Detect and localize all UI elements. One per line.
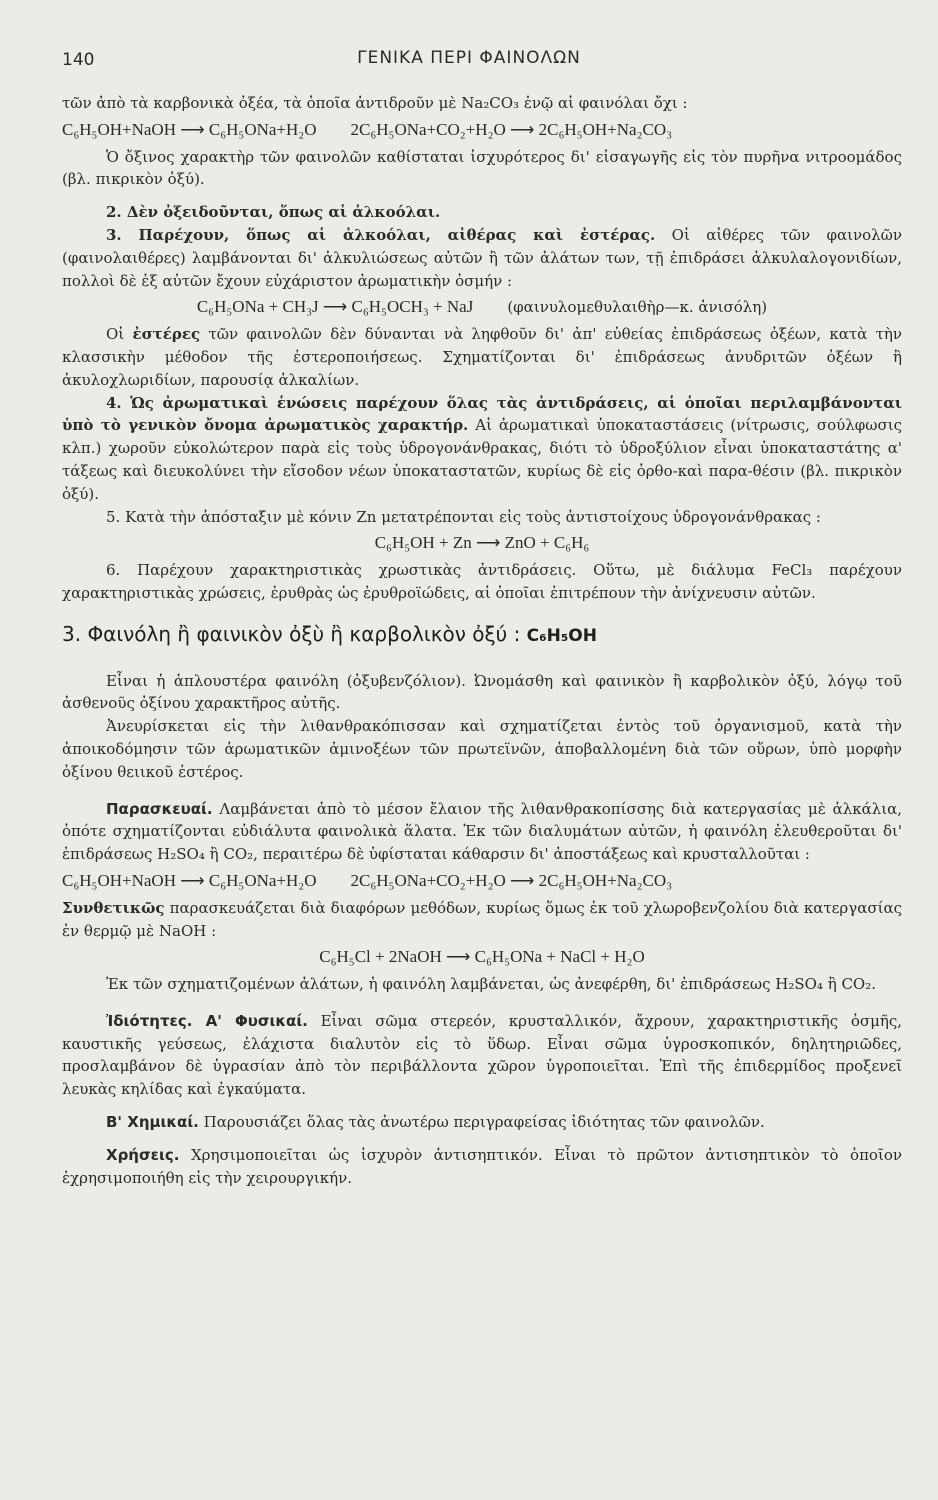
item-5: 5. Κατὰ τὴν ἀπόσταξιν μὲ κόνιν Zn μετατρέπονται εἰς τοὺς ἀντιστοίχους ὑδρογονάνθρακας : — [106, 507, 821, 526]
item-4-heading: 4. Ὡς ἀρωματικαὶ ἑνώσεις παρέχουν ὅλας τὰς ἀντιδράσεις, αἱ ὁποῖαι περιλαμβάνονται ὑπὸ τὸ γενικὸν ὄνομα ἀρωματικὸς χαρακτήρ. — [62, 393, 902, 435]
section-heading — [62, 623, 902, 648]
uses-label: Χρήσεις. — [106, 1145, 180, 1164]
section-formula: C₆H₅OH — [526, 625, 597, 646]
running-head: ΓΕΝΙΚΑ ΠΕΡΙ ΦΑΙΝΟΛΩΝ — [357, 48, 581, 68]
equation-prep-part-2: 2C₆H₅ONa+CO₂+H₂O ⟶ 2C₆H₅OH+Na₂CO₃ — [350, 870, 673, 890]
paragraph-synthesis — [62, 897, 902, 943]
paragraph-occurrence: Ἀνευρίσκεται εἰς τὴν λιθανθρακόπισσαν καὶ σχηματίζεται ἐντὸς τοῦ ὀργανισμοῦ, κατὰ τὴν ἀποικοδόμησιν τῶν ἀρωματικῶν ἀμινοξέων τῶν πρωτεϊνῶν, ἀποβαλλομένη διὰ τῶν οὔρων, ὑπὸ μορφὴν ὀξίνου θειικοῦ ἐστέρος. — [62, 717, 902, 781]
equation-zinc: C₆H₅OH + Zn ⟶ ZnO + C₆H₆ — [374, 533, 590, 553]
equation-part-1: C₆H₅OH+NaOH ⟶ C₆H₅ONa+H₂O — [62, 119, 317, 139]
equation-anisole-note: (φαινυλομεθυλαιθὴρ—κ. ἀνισόλη) — [507, 298, 768, 317]
item-3-text: Οἱ αἰθέρες τῶν φαινολῶν (φαινολαιθέρες) λαμβάνονται δι' ἀλκυλιώσεως αὐτῶν ἢ τῶν ἀλάτων των, τῇ ἐπιδράσει ἀλκυλαλογονιδίων, πολλοὶ δὲ ἐξ αὐτῶν ἔχουν εὐχάριστον ἀρωματικὴν ὀσμήν : — [62, 225, 902, 290]
synthesis-text: παρασκευάζεται διὰ διαφόρων μεθόδων, κυρίως ὅμως ἐκ τοῦ χλωροβενζολίου διὰ κατεργασίας ἐν θερμῷ μὲ NaOH : — [62, 898, 902, 940]
paragraph-acidity: Ὁ ὄξινος χαρακτὴρ τῶν φαινολῶν καθίσταται ἰσχυρότερος δι' εἰσαγωγῆς εἰς τὸν πυρῆνα νιτροομάδος (βλ. πικρικὸν ὀξύ). — [62, 147, 902, 189]
equation-prep-part-1: C₆H₅OH+NaOH ⟶ C₆H₅ONa+H₂O — [62, 870, 317, 890]
properties-text: Εἶναι σῶμα στερεόν, κρυσταλλικόν, ἄχρουν, χαρακτηριστικῆς ὀσμῆς, καυστικῆς γεύσεως, ἐλάχιστα διαλυτὸν εἰς τὸ ὕδωρ. Εἶναι σῶμα ὑγροσκοπικόν, δηλητηριῶδες, προσλαμβάνον δὲ ὑγρασίαν ἀπὸ τὸν περιβάλλοντα χῶρον ὑγροποιεῖται. Ἐπὶ τῆς ἐπιδερμίδος προξενεῖ λευκὰς κηλίδας καὶ ἐγκαύματα. — [62, 1011, 903, 1099]
synthesis-label: Συνθετικῶς — [62, 898, 165, 917]
paragraph-chemical-properties — [62, 1111, 902, 1134]
uses-text: Χρησιμοποιεῖται ὡς ἰσχυρὸν ἀντισηπτικόν. Εἶναι τὸ πρῶτον ἀντισηπτικὸν τὸ ὁποῖον ἐχρησιμοποιήθη εἰς τὴν χειρουργικήν. — [62, 1145, 902, 1187]
equation-neutralization — [62, 119, 902, 142]
paragraph-esters — [62, 323, 902, 391]
paragraph-preparation — [62, 798, 902, 866]
item-4-text: Αἱ ἀρωματικαὶ ὑποκαταστάσεις (νίτρωσις, σούλφωσις κλπ.) χωροῦν εὐκολώτερον παρὰ εἰς τοὺς ὑδρογονάνθρακας, διότι τὸ ὑδροξύλιον εἶναι ὑποκαταστάτης α' τάξεως καὶ διευκολύνει τὴν εἴσοδον νέων ὑποκαταστατῶν, κυρίως δὲ εἰς ὀρθο-καὶ παρα-θέσιν (βλ. πικρικὸν ὀξύ). — [62, 416, 902, 503]
page-body — [62, 92, 902, 1189]
paragraph-isolation: Ἐκ τῶν σχηματιζομένων ἀλάτων, ἡ φαινόλη λαμβάνεται, ὡς ἀνεφέρθη, δι' ἐπιδράσεως H₂SO₄ ἢ CO₂. — [106, 975, 877, 994]
chemical-label: Β' Χημικαί. — [106, 1113, 199, 1132]
chemical-text: Παρουσιάζει ὅλας τὰς ἀνωτέρω περιγραφείσας ἰδιότητας τῶν φαινολῶν. — [203, 1113, 765, 1132]
equation-chlorobenzene: C₆H₅Cl + 2NaOH ⟶ C₆H₅ONa + NaCl + H₂O — [319, 947, 645, 967]
page-number: 140 — [62, 50, 95, 70]
paragraph-physical-properties — [62, 1010, 902, 1101]
paragraph-uses — [62, 1144, 902, 1190]
paragraph-intro: τῶν ἀπὸ τὰ καρβονικὰ ὀξέα, τὰ ὁποῖα ἀντιδροῦν μὲ Na₂CO₃ ἐνῷ αἱ φαινόλαι ὄχι : — [62, 94, 688, 112]
preparation-label: Παρασκευαί. — [106, 799, 213, 818]
item-3-heading: 3. Παρέχουν, ὅπως αἱ ἀλκοόλαι, αἰθέρας καὶ ἐστέρας. — [106, 225, 656, 244]
equation-preparation — [62, 870, 902, 893]
item-3 — [62, 224, 902, 292]
section-title: 3. Φαινόλη ἢ φαινικὸν ὀξὺ ἢ καρβολικὸν ὀξύ : — [62, 621, 521, 646]
item-6: 6. Παρέχουν χαρακτηριστικὰς χρωστικὰς ἀντιδράσεις. Οὕτω, μὲ διάλυμα FeCl₃ παρέχουν χαρακτηριστικὰς χρώσεις, ἐρυθρὰς ὡς ἐρυθροϊώδεις, αἱ ὁποῖαι ἐπιτρέπουν τὴν ἀνίχνευσιν αὐτῶν. — [62, 561, 902, 602]
paragraph-definition: Εἶναι ἡ ἁπλουστέρα φαινόλη (ὀξυβενζόλιον). Ὠνομάσθη καὶ φαινικὸν ἢ καρβολικὸν ὀξύ, λόγῳ τοῦ ἀσθενοῦς ὀξίνου χαρακτῆρος αὐτῆς. — [62, 671, 902, 713]
item-2 — [62, 201, 902, 224]
esters-bold: ἐστέρες — [132, 325, 201, 344]
item-2-text: 2. Δὲν ὀξειδοῦνται, ὅπως αἱ ἀλκοόλαι. — [106, 203, 441, 222]
equation-anisole — [62, 296, 902, 319]
esters-text: τῶν φαινολῶν δὲν δύνανται νὰ ληφθοῦν δι' ἀπ' εὐθείας ἐπιδράσεως ὀξέων, κατὰ τὴν κλασσικὴν μέθοδον τῆς ἐστεροποιήσεως. Σχηματίζονται δι' ἐπιδράσεως ἀνυδριτῶν ὀξέων ἢ ἀκυλοχλωριδίων, παρουσίᾳ ἀλκαλίων. — [62, 325, 902, 389]
esters-pre: Οἱ — [106, 325, 125, 344]
properties-label: Ἰδιότητες. Α' Φυσικαί. — [106, 1011, 308, 1030]
preparation-text: Λαμβάνεται ἀπὸ τὸ μέσον ἔλαιον τῆς λιθανθρακοπίσσης διὰ κατεργασίας μὲ ἀλκάλια, ὁπότε σχηματίζονται εὐδιάλυτα φαινολικὰ ἅλατα. Ἐκ τῶν διαλυμάτων αὐτῶν, ἡ φαινόλη ἐλευθεροῦται δι' ἐπιδράσεως H₂SO₄ ἢ CO₂, περαιτέρω δὲ ὑφίσταται κάθαρσιν δι' ἀποστάξεως καὶ κρυσταλλοῦται : — [62, 799, 902, 864]
equation-anisole-formula: C₆H₅ONa + CH₃J ⟶ C₆H₅OCH₃ + NaJ — [196, 297, 474, 317]
equation-part-2: 2C₆H₅ONa+CO₂+H₂O ⟶ 2C₆H₅OH+Na₂CO₃ — [350, 119, 673, 139]
item-4 — [62, 392, 902, 506]
page-header — [62, 48, 876, 78]
